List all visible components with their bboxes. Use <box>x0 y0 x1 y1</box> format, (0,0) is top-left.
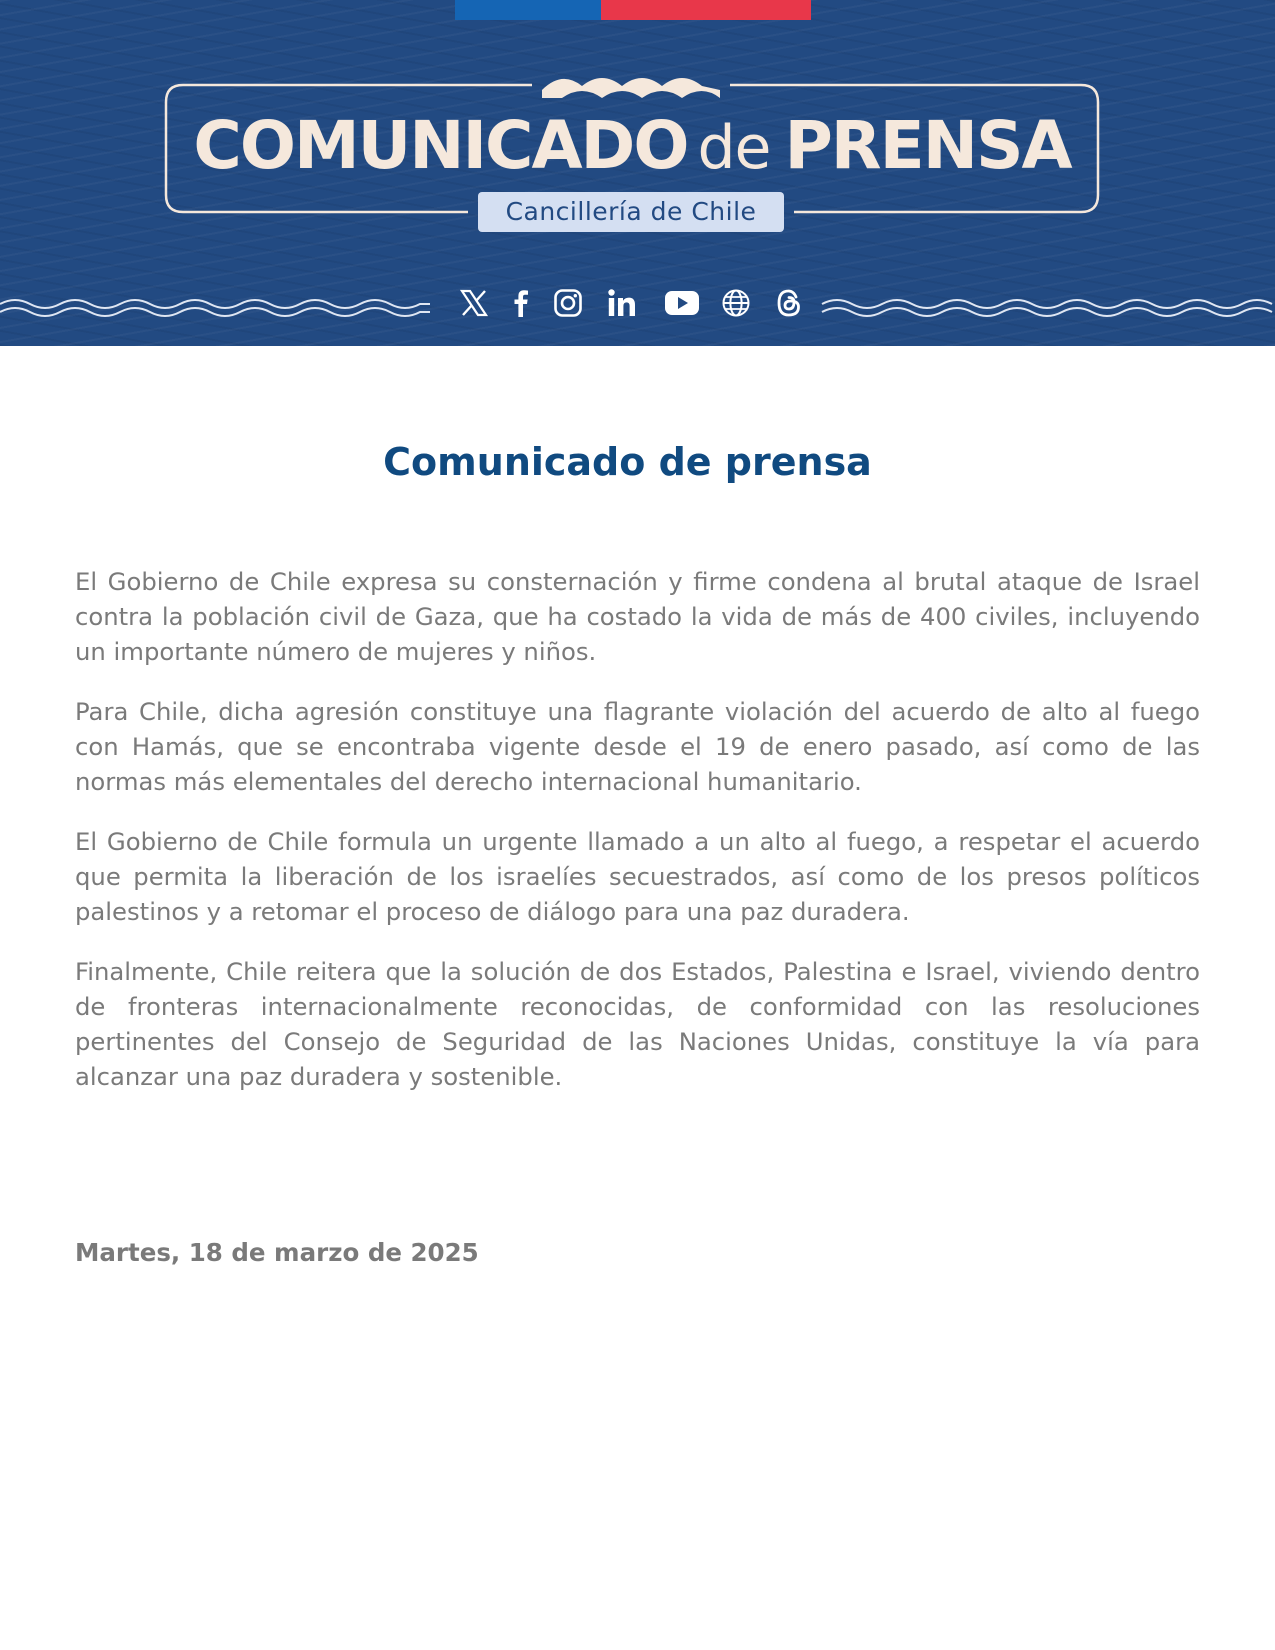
paragraph-call-for-ceasefire: El Gobierno de Chile formula un urgente llamado a un alto al fuego, a respetar el acuerdo que permita la liberación de los israelíes secuestrados, así como de los presos políticos palestinos y a retomar el proceso de diálogo para una paz duradera. <box>75 827 1200 926</box>
banner-title <box>166 106 1098 186</box>
youtube-icon[interactable] <box>661 285 703 321</box>
facebook-icon[interactable] <box>503 285 539 321</box>
paragraph-two-state-solution: Finalmente, Chile reitera que la solución de dos Estados, Palestina e Israel, viviendo dentro de fronteras internacionalmente reconocidas, de conformidad con las resoluciones pertinentes del Consejo de Seguridad de las Naciones Unidas, constituye la vía para alcanzar una paz duradera y sostenible. <box>75 957 1200 1091</box>
banner-title-second: PRENSA <box>784 107 1071 184</box>
instagram-icon[interactable] <box>550 285 586 321</box>
linkedin-icon[interactable] <box>604 285 640 321</box>
banner-title-connector: de <box>697 113 771 183</box>
paragraph-condemnation: El Gobierno de Chile expresa su consternación y firme condena al brutal ataque de Israel contra la población civil de Gaza, que ha costado la vida de más de 400 civiles, incluyendo un importante número de mujeres y niños. <box>75 567 1200 666</box>
release-date: Martes, 18 de marzo de 2025 <box>75 1238 479 1267</box>
banner-title-main: COMUNICADO <box>193 107 688 184</box>
press-release-banner <box>0 0 1275 346</box>
document-title: Comunicado de prensa <box>383 440 872 484</box>
threads-icon[interactable] <box>771 285 807 321</box>
ministry-label: Cancillería de Chile <box>478 192 784 232</box>
globe-icon[interactable] <box>718 285 754 321</box>
paragraph-ceasefire-violation: Para Chile, dicha agresión constituye una flagrante violación del acuerdo de alto al fuego con Hamás, que se encontraba vigente desde el 19 de enero pasado, así como de las normas más elementales del derecho internacional humanitario. <box>75 697 1200 796</box>
x-icon[interactable] <box>456 285 492 321</box>
wave-ornament <box>542 78 720 98</box>
